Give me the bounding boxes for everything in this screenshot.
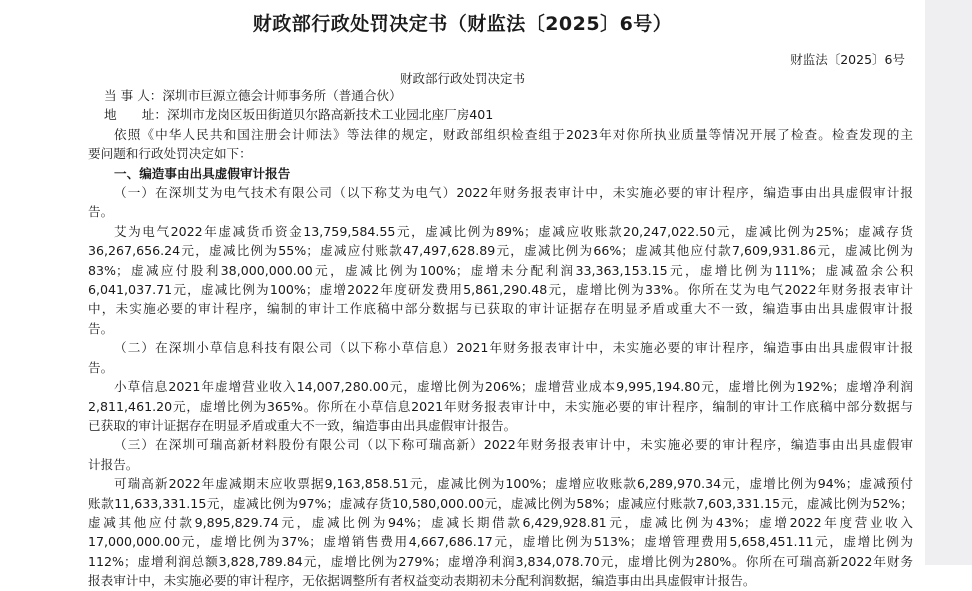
document-subtitle: 财政部行政处罚决定书 [399,71,525,86]
right-margin-strip [925,0,972,565]
paragraph-line: 告。 [88,359,114,375]
paragraph-line: 112%；虚增利润总额3,828,789.84元，虚增比例为279%；虚增净利润3,834,078.70元，虚增比例为280%。你所在可瑞高新2022年财务 [88,553,913,569]
paragraph-line: （二）在深圳小草信息科技有限公司（以下称小草信息）2021年财务报表审计中，未实施必要的审计程序，编造事由出具虚假审计报 [114,340,913,356]
page-title: 财政部行政处罚决定书（财监法〔2025〕6号） [252,13,673,35]
paragraph-line: 要问题和行政处罚决定如下： [88,146,252,162]
document-body [88,86,913,591]
paragraph-line: （一）在深圳艾为电气技术有限公司（以下称艾为电气）2022年财务报表审计中，未实施必要的审计程序，编造事由出具虚假审计报 [114,185,913,201]
paragraph-line: 艾为电气2022年虚减货币资金13,759,584.55元，虚减比例为89%；虚减应收账款20,247,022.50元，虚减比例为25%；虚减存货 [114,223,913,239]
party-label: 当 事 人： [104,88,163,103]
paragraph-line: 中，未实施必要的审计程序，编制的审计工作底稿中部分数据与已获取的审计证据存在明显矛盾或重大不一致，编造事由出具虚假审计报 [88,301,913,317]
paragraph-line: 83%；虚减应付股利38,000,000.00元，虚减比例为100%；虚增未分配利润33,363,153.15元，虚增比例为111%；虚减盈余公积 [88,262,913,278]
paragraph-line: 账款11,633,331.15元，虚减比例为97%；虚减存货10,580,000.00元，虚减比例为58%；虚减应付账款7,603,331.15元，虚减比例为52%； [88,495,913,511]
section-heading [88,164,913,183]
paragraph [88,435,913,474]
paragraph-line: 2,811,461.20元，虚增比例为365%。你所在小草信息2021年财务报表审计中，未实施必要的审计程序，编制的审计工作底稿中部分数据与 [88,398,913,414]
paragraph-line: 告。 [88,320,114,336]
paragraph-line: 6,041,037.71元，虚减比例为100%；虚增2022年度研发费用5,861,290.48元，虚增比例为33%。你所在艾为电气2022年财务报表审计 [88,282,913,298]
paragraph-line: （三）在深圳可瑞高新材料股份有限公司（以下称可瑞高新）2022年财务报表审计中，未实施必要的审计程序，编造事由出具虚假审 [114,437,913,453]
paragraph [88,183,913,222]
paragraph [88,222,913,338]
paragraph-line: 36,267,656.24元，虚减比例为55%；虚减应付账款47,497,628.89元，虚减比例为66%；虚减其他应付款7,609,931.86元，虚减比例为 [88,243,913,259]
paragraph-line: 17,000,000.00元，虚增比例为37%；虚增销售费用4,667,686.17元，虚增比例为513%；虚增管理费用5,658,451.11元，虚增比例为 [88,534,913,550]
paragraph-line: 告。 [88,204,114,220]
address-label: 地 址： [104,107,167,123]
paragraph [88,377,913,435]
document-number: 财监法〔2025〕6号 [790,52,905,67]
paragraph [88,125,913,164]
party-value: 深圳市巨源立德会计师事务所（普通合伙） [162,88,402,103]
paragraph-line: 小草信息2021年虚增营业收入14,007,280.00元，虚增比例为206%；虚增营业成本9,995,194.80元，虚增比例为192%；虚增净利润 [114,379,913,395]
address-value: 深圳市龙岗区坂田街道贝尔路高新技术工业园北座厂房401 [166,107,494,123]
paragraph-line: 依照《中华人民共和国注册会计师法》等法律的规定，财政部组织检查组于2023年对你所执业质量等情况开展了检查。检查发现的主 [114,126,913,142]
paragraph-line: 计报告。 [88,456,139,472]
paragraph-line: 一、编造事由出具虚假审计报告 [114,165,291,181]
paragraph-line: 已获取的审计证据存在明显矛盾或重大不一致，编造事由出具虚假审计报告。 [88,417,517,433]
party-line [88,86,913,105]
paragraph [88,338,913,377]
paragraph-line: 报表审计中，未实施必要的审计程序，无依据调整所有者权益变动表期初未分配利润数据，编造事由出具虚假审计报告。 [88,573,756,589]
address-line [88,105,913,124]
paragraph-line: 虚减其他应付款9,895,829.74元，虚减比例为94%；虚减长期借款6,429,928.81元，虚减比例为43%；虚增2022年度营业收入 [88,514,913,530]
paragraph-line: 可瑞高新2022年虚减期末应收票据9,163,858.51元，虚减比例为100%；虚增应收账款6,289,970.34元，虚增比例为94%；虚减预付 [114,476,913,492]
paragraph [88,474,913,590]
